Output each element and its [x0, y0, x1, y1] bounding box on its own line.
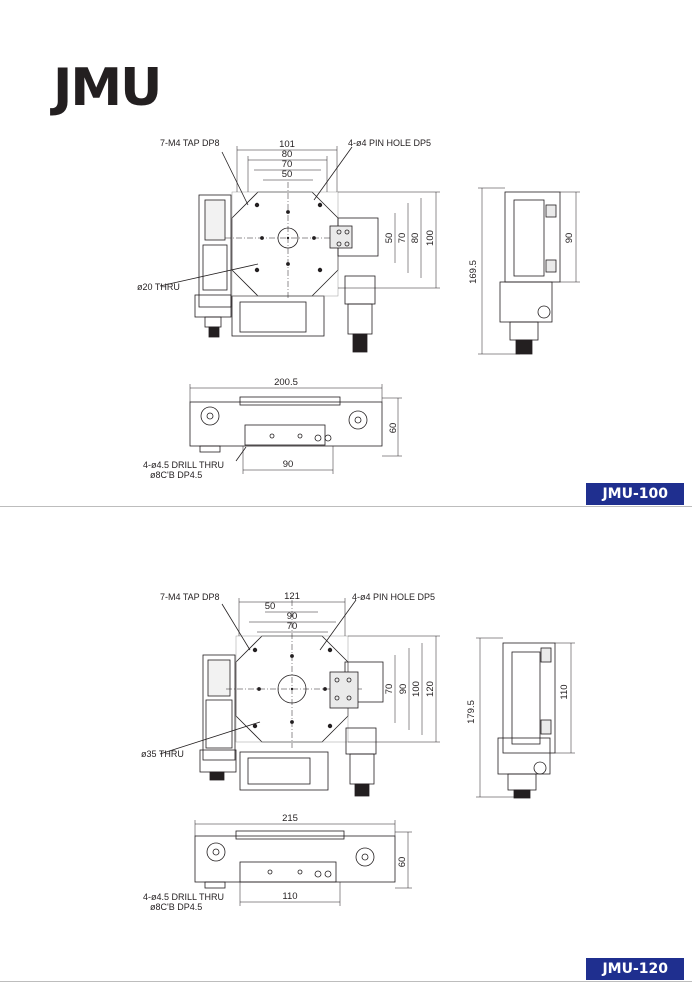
tap-label: 7-M4 TAP DP8 [160, 138, 220, 148]
side-height-dim: 169.5 [468, 260, 479, 284]
front-height-dim: 60 [397, 856, 408, 868]
section-divider [0, 981, 692, 982]
tap-label: 7-M4 TAP DP8 [160, 592, 220, 602]
width-dim-4: 70 [286, 621, 298, 632]
height-dim-3: 100 [411, 681, 422, 697]
top-view-labels-jmu-100 [137, 138, 436, 292]
side-inner-dim: 90 [564, 232, 575, 244]
width-dim-1: 101 [279, 139, 295, 150]
top-view-jmu-120 [160, 598, 440, 796]
top-view-labels-jmu-120 [141, 591, 436, 759]
side-height-dim: 179.5 [466, 700, 477, 724]
front-length-dim: 200.5 [274, 377, 298, 388]
brand-logo: JMU [53, 58, 161, 118]
model-badge-jmu-100: JMU-100 [586, 483, 684, 505]
front-view-jmu-120 [195, 820, 412, 906]
thru-label: ø20 THRU [137, 282, 180, 292]
side-view-jmu-100 [478, 188, 580, 354]
thru-label: ø35 THRU [141, 749, 184, 759]
height-dim-4: 120 [425, 681, 436, 697]
top-view-jmu-100 [160, 146, 440, 352]
side-inner-dim: 110 [559, 684, 570, 700]
drill-label: 4-ø4.5 DRILL THRU [143, 460, 225, 470]
front-height-dim: 60 [388, 422, 399, 434]
width-dim-2: 80 [281, 149, 293, 160]
front-base-dim: 110 [282, 891, 298, 902]
height-dim-2: 70 [397, 232, 408, 244]
height-dim-1: 50 [384, 232, 395, 244]
front-view-labels-jmu-120 [143, 813, 408, 912]
section-divider [0, 506, 692, 507]
side-view-labels-jmu-120 [466, 684, 570, 723]
width-dim-1: 121 [284, 591, 300, 602]
height-dim-3: 80 [410, 232, 421, 244]
height-dim-2: 90 [398, 683, 409, 695]
counterbore-label: ø8C'B DP4.5 [150, 470, 203, 480]
drill-label: 4-ø4.5 DRILL THRU [143, 892, 225, 902]
side-view-jmu-120 [476, 638, 575, 798]
counterbore-label: ø8C'B DP4.5 [150, 902, 203, 912]
width-dim-4: 50 [281, 169, 293, 180]
pin-hole-label: 4-ø4 PIN HOLE DP5 [348, 138, 432, 148]
height-dim-1: 70 [384, 683, 395, 695]
front-length-dim: 215 [282, 813, 298, 824]
width-dim-3: 90 [286, 611, 298, 622]
width-dim-3: 70 [281, 159, 293, 170]
pin-hole-label: 4-ø4 PIN HOLE DP5 [352, 592, 436, 602]
width-dim-2: 50 [264, 601, 276, 612]
height-dim-4: 100 [425, 230, 436, 246]
model-badge-jmu-120: JMU-120 [586, 958, 684, 980]
front-base-dim: 90 [282, 459, 294, 470]
